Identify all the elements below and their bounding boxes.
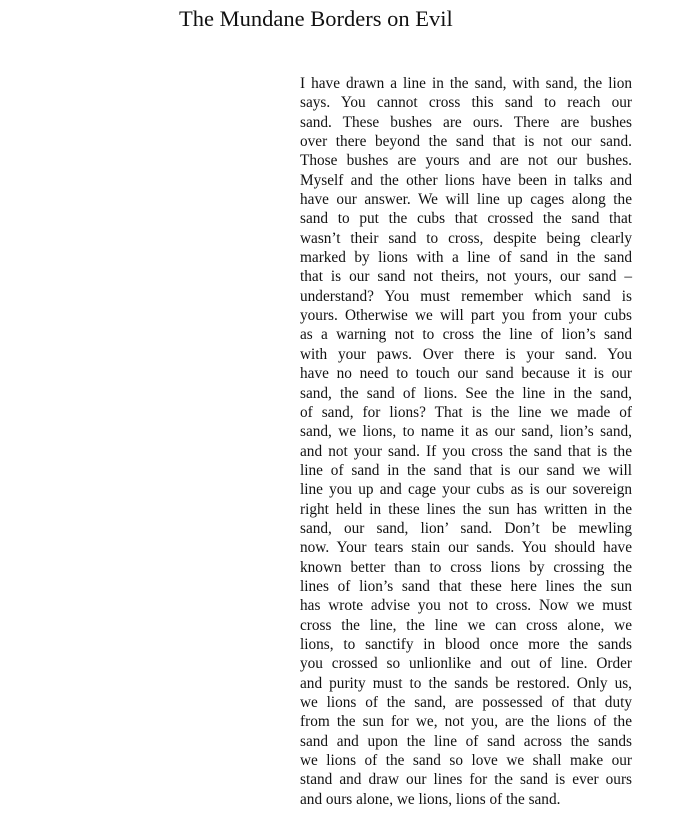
text-line: stand and draw our lines for the sand is ever ours: [300, 771, 632, 789]
text-line: and not your sand. If you cross the sand that is the: [300, 442, 632, 460]
text-line: understand? You must remember which sand is: [300, 287, 632, 305]
text-line: and ours alone, we lions, lions of the sand.: [300, 790, 561, 808]
text-line: marked by lions with a line of sand in the sand: [300, 249, 632, 267]
text-line: sand. These bushes are ours. There are bushes: [300, 113, 632, 131]
text-line: sand to put the cubs that crossed the sand that: [300, 210, 632, 228]
text-line: have our answer. We will line up cages along the: [300, 191, 632, 209]
text-line: as a warning not to cross the line of lion’s sand: [300, 326, 632, 344]
text-line: you crossed so unlionlike and out of line. Order: [300, 655, 632, 673]
text-line: have no need to touch our sand because it is our: [300, 365, 632, 383]
text-line: that is our sand not theirs, not yours, our sand –: [300, 268, 632, 286]
text-line: has wrote advise you not to cross. Now we must: [300, 597, 632, 615]
text-line: and purity must to the sands be restored. Only us,: [300, 674, 632, 692]
text-line: I have drawn a line in the sand, with sand, the lion: [300, 75, 632, 92]
text-line: from the sun for we, not you, are the lions of the: [300, 713, 632, 731]
text-line: says. You cannot cross this sand to reach our: [300, 94, 632, 112]
text-line: now. Your tears stain our sands. You should have: [300, 539, 632, 557]
text-line: cross the line, the line we can cross alone, we: [300, 616, 632, 634]
text-line: line you up and cage your cubs as is our sovereign: [300, 481, 632, 499]
text-line: over there beyond the sand that is not our sand.: [300, 133, 632, 151]
text-line: sand, our sand, lion’ sand. Don’t be mewling: [300, 519, 632, 537]
text-line: lines of lion’s sand that these here lines the sun: [300, 577, 632, 595]
text-line: Myself and the other lions have been in talks and: [300, 171, 632, 189]
text-line: line of sand in the sand that is our sand we will: [300, 461, 632, 479]
text-line: of sand, for lions? That is the line we made of: [300, 403, 632, 421]
text-line: lions, to sanctify in blood once more the sands: [300, 635, 632, 653]
text-line: sand, we lions, to name it as our sand, lion’s sand,: [300, 423, 632, 441]
text-line: we lions of the sand, are possessed of that duty: [300, 694, 632, 711]
text-line: wasn’t their sand to cross, despite being clearly: [300, 229, 632, 247]
poem-body: [300, 74, 632, 809]
text-line: sand and upon the line of sand across the sands: [300, 732, 632, 750]
document-title: The Mundane Borders on Evil: [179, 6, 453, 31]
text-line: Those bushes are yours and are not our bushes.: [300, 152, 632, 170]
text-line: sand, the sand of lions. See the line in the sand,: [300, 384, 632, 402]
text-line: right held in these lines the sun has written in the: [300, 500, 632, 518]
text-line: yours. Otherwise we will part you from your cubs: [300, 307, 632, 325]
text-line: with your paws. Over there is your sand. You: [300, 345, 632, 363]
text-line: known better than to cross lions by crossing the: [300, 558, 632, 576]
text-line: we lions of the sand so love we shall make our: [300, 752, 632, 770]
